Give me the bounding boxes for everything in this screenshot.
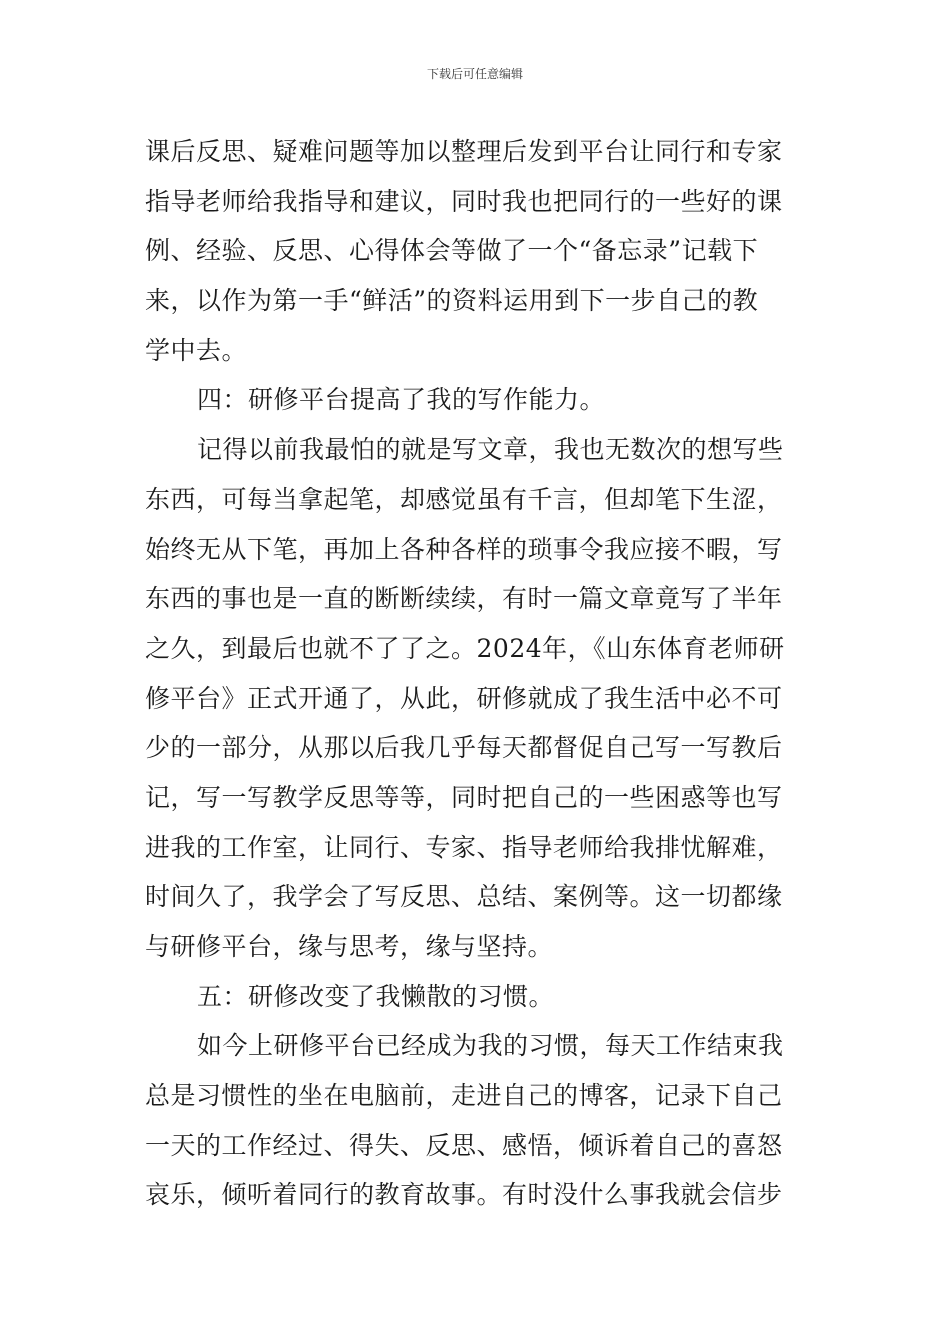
text-line: 总是习惯性的坐在电脑前，走进自己的博客，记录下自己 bbox=[145, 1081, 783, 1111]
section-heading: 五：研修改变了我懒散的习惯。 bbox=[197, 981, 555, 1011]
text-line: 始终无从下笔，再加上各种各样的琐事令我应接不暇，写 bbox=[145, 534, 783, 564]
text-line: 东西的事也是一直的断断续续，有时一篇文章竟写了半年 bbox=[145, 584, 783, 614]
text-line: 来，以作为第一手“鲜活”的资料运用到下一步自己的教 bbox=[145, 286, 759, 316]
text-line: 例、经验、反思、心得体会等做了一个“备忘录”记载下 bbox=[145, 236, 759, 266]
text-line: 如今上研修平台已经成为我的习惯，每天工作结束我 bbox=[197, 1031, 784, 1061]
text-line: 一天的工作经过、得失、反思、感悟，倾诉着自己的喜怒 bbox=[145, 1130, 783, 1160]
text-line: 指导老师给我指导和建议，同时我也把同行的一些好的课 bbox=[145, 186, 783, 216]
section-heading: 四：研修平台提高了我的写作能力。 bbox=[197, 385, 606, 415]
text-line: 修平台》正式开通了，从此，研修就成了我生活中必不可 bbox=[145, 683, 783, 713]
text-line: 哀乐，倾听着同行的教育故事。有时没什么事我就会信步 bbox=[145, 1180, 783, 1210]
document-body bbox=[145, 127, 807, 1220]
page-header-note: 下载后可任意编辑 bbox=[426, 67, 523, 81]
text-line: 时间久了，我学会了写反思、总结、案例等。这一切都缘 bbox=[145, 882, 783, 912]
text-line: 学中去。 bbox=[145, 335, 248, 365]
text-line: 与研修平台，缘与思考，缘与坚持。 bbox=[145, 932, 554, 961]
text-line: 东西，可每当拿起笔，却感觉虽有千言，但却笔下生涩， bbox=[145, 484, 783, 514]
text-line: 记，写一写教学反思等等，同时把自己的一些困惑等也写 bbox=[145, 782, 783, 812]
text-line: 记得以前我最怕的就是写文章，我也无数次的想写些 bbox=[197, 435, 784, 465]
text-line: 之久，到最后也就不了了之。2024年，《山东体育老师研 bbox=[145, 633, 785, 663]
text-line: 进我的工作室，让同行、专家、指导老师给我排忧解难， bbox=[145, 832, 783, 862]
text-line: 少的一部分，从那以后我几乎每天都督促自己写一写教后 bbox=[145, 733, 783, 763]
text-line: 课后反思、疑难问题等加以整理后发到平台让同行和专家 bbox=[145, 137, 783, 166]
